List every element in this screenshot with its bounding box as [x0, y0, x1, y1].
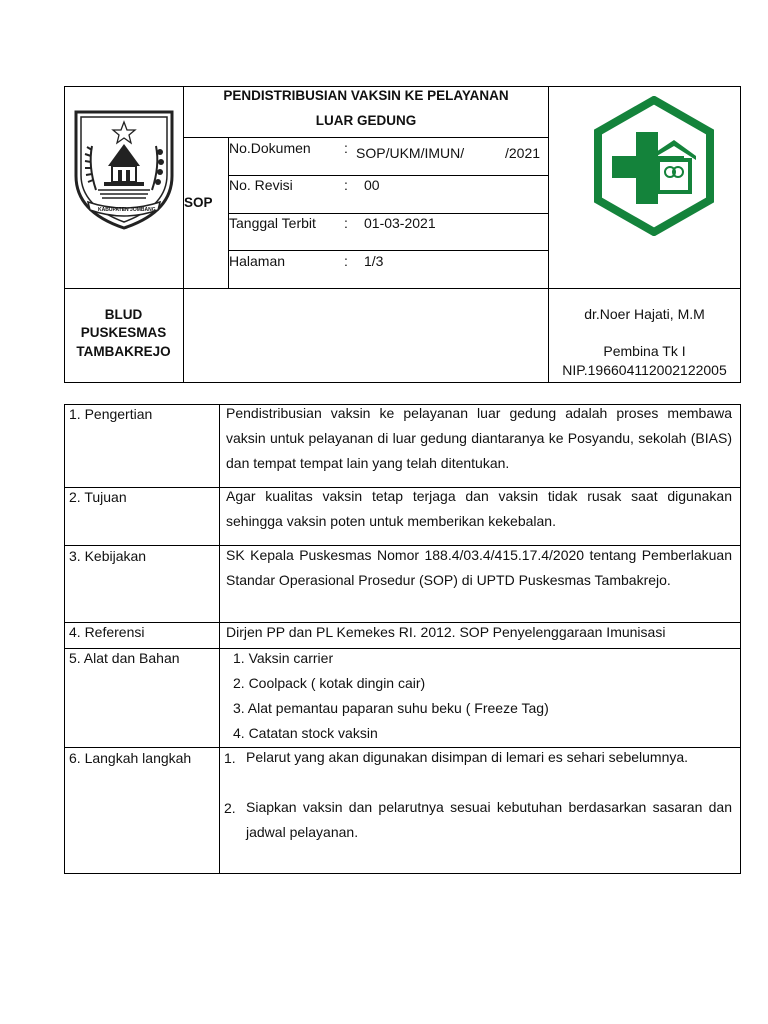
step-number: 1.: [224, 750, 236, 766]
section-label-kebijakan: 3. Kebijakan: [69, 548, 147, 564]
document-title-line2: LUAR GEDUNG: [315, 113, 417, 128]
field-label-tanggal-terbit: Tanggal Terbit: [229, 215, 316, 231]
field-value-tanggal-terbit: 01-03-2021: [364, 215, 436, 231]
field-value-no-dokumen: SOP/UKM/IMUN/: [356, 145, 465, 161]
step-text: Siapkan vaksin dan pelarutnya sesuai kebutuhan berdasarkan sasaran dan jadwal pelayanan.: [246, 799, 732, 840]
list-item: 3. Alat pemantau paparan suhu beku ( Freeze Tag): [233, 700, 549, 716]
org-name-line3: TAMBAKREJO: [76, 344, 171, 359]
puskesmas-logo: [592, 96, 716, 236]
list-item: 2. Coolpack ( kotak dingin cair): [233, 675, 426, 691]
signer-rank: Pembina Tk I: [603, 343, 686, 359]
signer-nip: NIP.196604112002122005: [562, 362, 727, 378]
org-name-line1: BLUD: [104, 307, 143, 322]
section-text-referensi: Dirjen PP dan PL Kemekes RI. 2012. SOP Penyelenggaraan Imunisasi: [226, 624, 666, 640]
section-text-kebijakan: SK Kepala Puskesmas Nomor 188.4/03.4/415.17.4/2020 tentang Pemberlakuan Standar Operasional Prosedur (SOP) di UPTD Puskesmas Tambakrejo.: [226, 547, 732, 588]
field-value-no-revisi: 00: [364, 177, 380, 193]
section-text-tujuan: Agar kualitas vaksin tetap terjaga dan vaksin tidak rusak saat digunakan sehingga vaksin poten untuk memberikan kekebalan.: [226, 488, 732, 529]
kabupaten-logo: [72, 106, 176, 232]
field-label-no-revisi: No. Revisi: [229, 177, 293, 193]
field-sep-halaman: :: [344, 253, 348, 269]
section-label-langkah: 6. Langkah langkah: [69, 750, 192, 766]
field-label-halaman: Halaman: [229, 253, 286, 269]
field-sep-no-dokumen: :: [344, 140, 348, 156]
step-number: 2.: [224, 800, 236, 816]
sop-label: SOP: [184, 195, 213, 210]
section-label-tujuan: 2. Tujuan: [69, 489, 127, 505]
document-title-line1: PENDISTRIBUSIAN VAKSIN KE PELAYANAN: [223, 88, 509, 103]
field-label-no-dokumen: No.Dokumen: [229, 140, 311, 156]
list-item: 1. Vaksin carrier: [233, 650, 334, 666]
section-text-pengertian: Pendistribusian vaksin ke pelayanan luar gedung adalah proses membawa vaksin untuk pelayanan di luar gedung diantaranya ke Posyandu, sekolah (BIAS) dan tempat tempat lain yang telah ditentukan.: [226, 405, 732, 471]
list-item: 4. Catatan stock vaksin: [233, 725, 378, 741]
field-sep-tanggal-terbit: :: [344, 215, 348, 231]
kabupaten-logo-text: KABUPATEN JOMBANG: [98, 207, 156, 213]
section-label-alat-bahan: 5. Alat dan Bahan: [69, 650, 180, 666]
step-text: Pelarut yang akan digunakan disimpan di lemari es sehari sebelumnya.: [246, 749, 689, 765]
signer-name: dr.Noer Hajati, M.M: [584, 306, 705, 322]
org-name-line2: PUSKESMAS: [80, 325, 167, 340]
section-label-pengertian: 1. Pengertian: [69, 406, 153, 422]
field-value2-no-dokumen: /2021: [505, 145, 541, 161]
field-value-halaman: 1/3: [364, 253, 384, 269]
field-sep-no-revisi: :: [344, 177, 348, 193]
section-label-referensi: 4. Referensi: [69, 624, 145, 640]
